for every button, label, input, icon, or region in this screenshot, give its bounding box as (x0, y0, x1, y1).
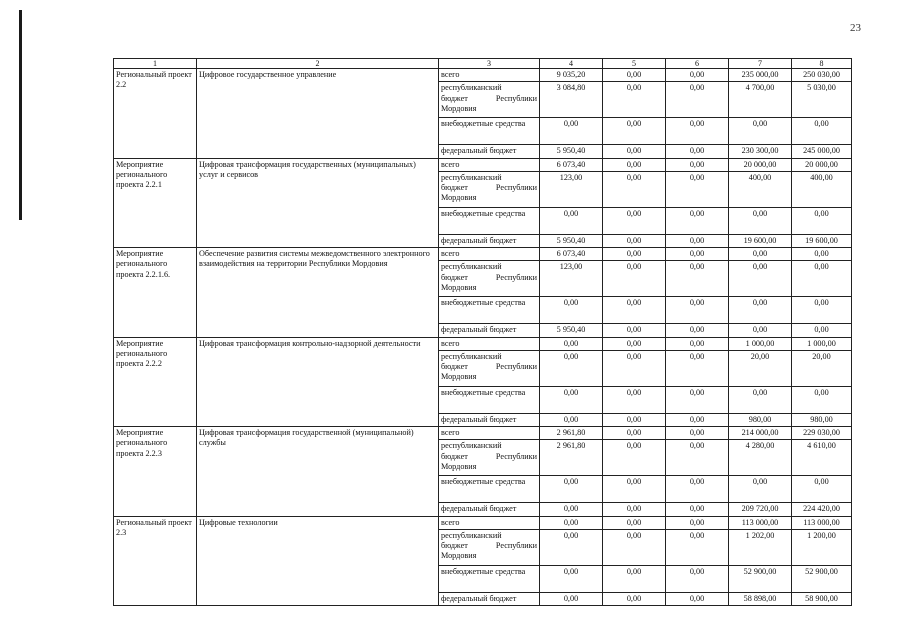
amount-cell: 0,00 (666, 529, 729, 565)
label-word: Республики (495, 93, 537, 103)
amount-cell: 0,00 (603, 145, 666, 158)
program-code-cell: Мероприятие регионального проекта 2.2.1.6. (114, 248, 197, 338)
row-total (114, 516, 852, 529)
amount-cell: 0,00 (666, 118, 729, 145)
amount-cell: 20 000,00 (792, 158, 852, 171)
header-cell: 2 (197, 59, 439, 69)
funding-source-cell: внебюджетные средства (439, 297, 540, 324)
amount-cell: 123,00 (540, 261, 603, 297)
budget-table (113, 58, 852, 606)
label-line: республиканский (441, 530, 502, 540)
header-cell: 4 (540, 59, 603, 69)
program-name-cell: Цифровая трансформация государственной (муниципальной) службы (197, 427, 439, 517)
amount-cell: 0,00 (666, 413, 729, 426)
label-word: бюджет (441, 183, 468, 192)
funding-source-cell: федеральный бюджет (439, 592, 540, 605)
amount-cell: 0,00 (603, 69, 666, 82)
amount-cell: 0,00 (540, 503, 603, 516)
amount-cell: 0,00 (666, 350, 729, 386)
amount-cell: 0,00 (666, 82, 729, 118)
amount-cell: 0,00 (729, 118, 792, 145)
funding-source-cell (439, 350, 540, 386)
label-line (441, 362, 537, 372)
amount-cell: 224 420,00 (792, 503, 852, 516)
amount-cell: 20 000,00 (729, 158, 792, 171)
label-line (441, 183, 537, 193)
amount-cell: 0,00 (666, 565, 729, 592)
amount-cell: 1 000,00 (729, 337, 792, 350)
program-code-cell: Региональный проект 2.3 (114, 516, 197, 606)
amount-cell: 9 035,20 (540, 69, 603, 82)
funding-source-cell (439, 171, 540, 207)
funding-source-cell: всего (439, 516, 540, 529)
amount-cell: 0,00 (666, 427, 729, 440)
amount-cell: 0,00 (540, 592, 603, 605)
amount-cell: 235 000,00 (729, 69, 792, 82)
republic-budget-label (441, 441, 537, 472)
amount-cell: 0,00 (603, 207, 666, 234)
amount-cell: 0,00 (603, 337, 666, 350)
amount-cell: 0,00 (666, 297, 729, 324)
row-total (114, 427, 852, 440)
republic-budget-label (441, 262, 537, 293)
amount-cell: 0,00 (729, 248, 792, 261)
label-word: Республики (495, 451, 537, 461)
amount-cell: 0,00 (666, 386, 729, 413)
program-code-cell: Мероприятие регионального проекта 2.2.2 (114, 337, 197, 427)
amount-cell: 0,00 (666, 158, 729, 171)
amount-cell: 0,00 (666, 476, 729, 503)
amount-cell: 0,00 (603, 261, 666, 297)
amount-cell: 0,00 (666, 324, 729, 337)
amount-cell: 0,00 (540, 350, 603, 386)
amount-cell: 5 030,00 (792, 82, 852, 118)
amount-cell: 0,00 (540, 529, 603, 565)
amount-cell: 0,00 (792, 476, 852, 503)
amount-cell: 0,00 (666, 171, 729, 207)
funding-source-cell: внебюджетные средства (439, 118, 540, 145)
label-word: бюджет (441, 272, 468, 282)
funding-source-cell: всего (439, 337, 540, 350)
amount-cell: 0,00 (666, 516, 729, 529)
label-line: республиканский (441, 262, 502, 272)
amount-cell: 5 950,40 (540, 234, 603, 247)
label-word: бюджет (441, 93, 468, 103)
label-line (441, 273, 537, 283)
amount-cell: 0,00 (729, 207, 792, 234)
republic-budget-label (441, 531, 537, 562)
amount-cell: 0,00 (603, 350, 666, 386)
label-line: Мордовия (441, 461, 477, 471)
amount-cell: 980,00 (729, 413, 792, 426)
amount-cell: 0,00 (540, 413, 603, 426)
label-line: Мордовия (441, 193, 477, 203)
amount-cell: 0,00 (540, 516, 603, 529)
republic-budget-label (441, 173, 537, 204)
label-line: Мордовия (441, 372, 477, 382)
funding-source-cell: всего (439, 69, 540, 82)
header-cell: 5 (603, 59, 666, 69)
label-line: республиканский (441, 351, 502, 361)
amount-cell: 0,00 (666, 592, 729, 605)
header-cell: 3 (439, 59, 540, 69)
label-word: Республики (495, 183, 537, 192)
funding-source-cell: внебюджетные средства (439, 386, 540, 413)
amount-cell: 1 000,00 (792, 337, 852, 350)
funding-source-cell: всего (439, 427, 540, 440)
amount-cell: 0,00 (666, 248, 729, 261)
label-line: республиканский (441, 83, 502, 93)
amount-cell: 1 202,00 (729, 529, 792, 565)
label-line: Мордовия (441, 103, 477, 113)
amount-cell: 5 950,40 (540, 324, 603, 337)
amount-cell: 52 900,00 (792, 565, 852, 592)
amount-cell: 58 900,00 (792, 592, 852, 605)
program-name-cell: Цифровая трансформация контрольно-надзорной деятельности (197, 337, 439, 427)
amount-cell: 0,00 (603, 158, 666, 171)
header-cell: 8 (792, 59, 852, 69)
label-word: бюджет (441, 451, 468, 461)
program-name-cell: Цифровая трансформация государственных (муниципальных) услуг и сервисов (197, 158, 439, 248)
label-line (441, 541, 537, 551)
label-line: республиканский (441, 172, 502, 182)
amount-cell: 0,00 (792, 207, 852, 234)
label-line: республиканский (441, 441, 502, 451)
label-word: Республики (495, 272, 537, 282)
amount-cell: 0,00 (603, 118, 666, 145)
amount-cell: 0,00 (603, 529, 666, 565)
row-total (114, 248, 852, 261)
amount-cell: 0,00 (729, 324, 792, 337)
amount-cell: 2 961,80 (540, 427, 603, 440)
label-word: бюджет (441, 541, 468, 550)
amount-cell: 209 720,00 (729, 503, 792, 516)
amount-cell: 0,00 (729, 386, 792, 413)
amount-cell: 0,00 (603, 440, 666, 476)
amount-cell: 0,00 (603, 386, 666, 413)
funding-source-cell (439, 82, 540, 118)
amount-cell: 0,00 (540, 297, 603, 324)
republic-budget-label (441, 83, 537, 114)
amount-cell: 0,00 (540, 118, 603, 145)
label-word: Республики (495, 362, 537, 371)
amount-cell: 0,00 (603, 248, 666, 261)
amount-cell: 2 961,80 (540, 440, 603, 476)
amount-cell: 1 200,00 (792, 529, 852, 565)
amount-cell: 0,00 (603, 516, 666, 529)
amount-cell: 3 084,80 (540, 82, 603, 118)
program-code-cell: Региональный проект 2.2 (114, 69, 197, 159)
program-name-cell: Цифровые технологии (197, 516, 439, 606)
funding-source-cell: федеральный бюджет (439, 234, 540, 247)
label-word: бюджет (441, 362, 468, 371)
amount-cell: 0,00 (603, 234, 666, 247)
amount-cell: 0,00 (792, 386, 852, 413)
amount-cell: 19 600,00 (792, 234, 852, 247)
amount-cell: 0,00 (540, 386, 603, 413)
amount-cell: 0,00 (792, 324, 852, 337)
header-cell: 6 (666, 59, 729, 69)
label-line: Мордовия (441, 282, 477, 292)
amount-cell: 58 898,00 (729, 592, 792, 605)
amount-cell: 20,00 (792, 350, 852, 386)
amount-cell: 0,00 (603, 565, 666, 592)
label-word: Республики (495, 541, 537, 550)
funding-source-cell: федеральный бюджет (439, 324, 540, 337)
amount-cell: 245 000,00 (792, 145, 852, 158)
republic-budget-label (441, 352, 537, 383)
page-number: 23 (850, 22, 861, 34)
funding-source-cell: федеральный бюджет (439, 503, 540, 516)
amount-cell: 0,00 (666, 234, 729, 247)
amount-cell: 0,00 (603, 297, 666, 324)
funding-source-cell: внебюджетные средства (439, 207, 540, 234)
funding-source-cell: внебюджетные средства (439, 476, 540, 503)
amount-cell: 6 073,40 (540, 158, 603, 171)
amount-cell: 0,00 (792, 248, 852, 261)
amount-cell: 0,00 (540, 337, 603, 350)
amount-cell: 0,00 (666, 503, 729, 516)
scan-edge-bar (19, 10, 22, 220)
amount-cell: 4 280,00 (729, 440, 792, 476)
amount-cell: 113 000,00 (792, 516, 852, 529)
amount-cell: 250 030,00 (792, 69, 852, 82)
funding-source-cell: всего (439, 248, 540, 261)
amount-cell: 4 700,00 (729, 82, 792, 118)
amount-cell: 0,00 (603, 592, 666, 605)
funding-source-cell (439, 261, 540, 297)
amount-cell: 4 610,00 (792, 440, 852, 476)
amount-cell: 5 950,40 (540, 145, 603, 158)
amount-cell: 400,00 (792, 171, 852, 207)
header-row (114, 59, 852, 69)
amount-cell: 0,00 (540, 565, 603, 592)
header-cell: 7 (729, 59, 792, 69)
amount-cell: 214 000,00 (729, 427, 792, 440)
amount-cell: 0,00 (666, 440, 729, 476)
program-code-cell: Мероприятие регионального проекта 2.2.3 (114, 427, 197, 517)
amount-cell: 230 300,00 (729, 145, 792, 158)
amount-cell: 0,00 (540, 207, 603, 234)
amount-cell: 0,00 (666, 337, 729, 350)
amount-cell: 20,00 (729, 350, 792, 386)
program-name-cell: Цифровое государственное управление (197, 69, 439, 159)
amount-cell: 0,00 (792, 118, 852, 145)
amount-cell: 400,00 (729, 171, 792, 207)
amount-cell: 980,00 (792, 413, 852, 426)
funding-source-cell: внебюджетные средства (439, 565, 540, 592)
program-name-cell: Обеспечение развития системы межведомственного электронного взаимодействия на территории Республики Мордовия (197, 248, 439, 338)
amount-cell: 0,00 (603, 476, 666, 503)
amount-cell: 123,00 (540, 171, 603, 207)
label-line (441, 94, 537, 104)
funding-source-cell: всего (439, 158, 540, 171)
amount-cell: 0,00 (792, 261, 852, 297)
row-total (114, 158, 852, 171)
amount-cell: 0,00 (603, 413, 666, 426)
row-total (114, 69, 852, 82)
amount-cell: 0,00 (603, 171, 666, 207)
amount-cell: 0,00 (666, 145, 729, 158)
amount-cell: 0,00 (666, 207, 729, 234)
amount-cell: 52 900,00 (729, 565, 792, 592)
funding-source-cell: федеральный бюджет (439, 145, 540, 158)
amount-cell: 19 600,00 (729, 234, 792, 247)
header-cell: 1 (114, 59, 197, 69)
label-line (441, 452, 537, 462)
funding-source-cell (439, 440, 540, 476)
amount-cell: 0,00 (792, 297, 852, 324)
label-line: Мордовия (441, 551, 477, 561)
row-total (114, 337, 852, 350)
amount-cell: 0,00 (729, 297, 792, 324)
amount-cell: 113 000,00 (729, 516, 792, 529)
amount-cell: 0,00 (666, 69, 729, 82)
amount-cell: 0,00 (729, 476, 792, 503)
amount-cell: 0,00 (603, 427, 666, 440)
amount-cell: 0,00 (603, 503, 666, 516)
amount-cell: 0,00 (729, 261, 792, 297)
funding-source-cell (439, 529, 540, 565)
amount-cell: 0,00 (540, 476, 603, 503)
amount-cell: 229 030,00 (792, 427, 852, 440)
amount-cell: 0,00 (666, 261, 729, 297)
amount-cell: 0,00 (603, 324, 666, 337)
amount-cell: 6 073,40 (540, 248, 603, 261)
program-code-cell: Мероприятие регионального проекта 2.2.1 (114, 158, 197, 248)
amount-cell: 0,00 (603, 82, 666, 118)
funding-source-cell: федеральный бюджет (439, 413, 540, 426)
